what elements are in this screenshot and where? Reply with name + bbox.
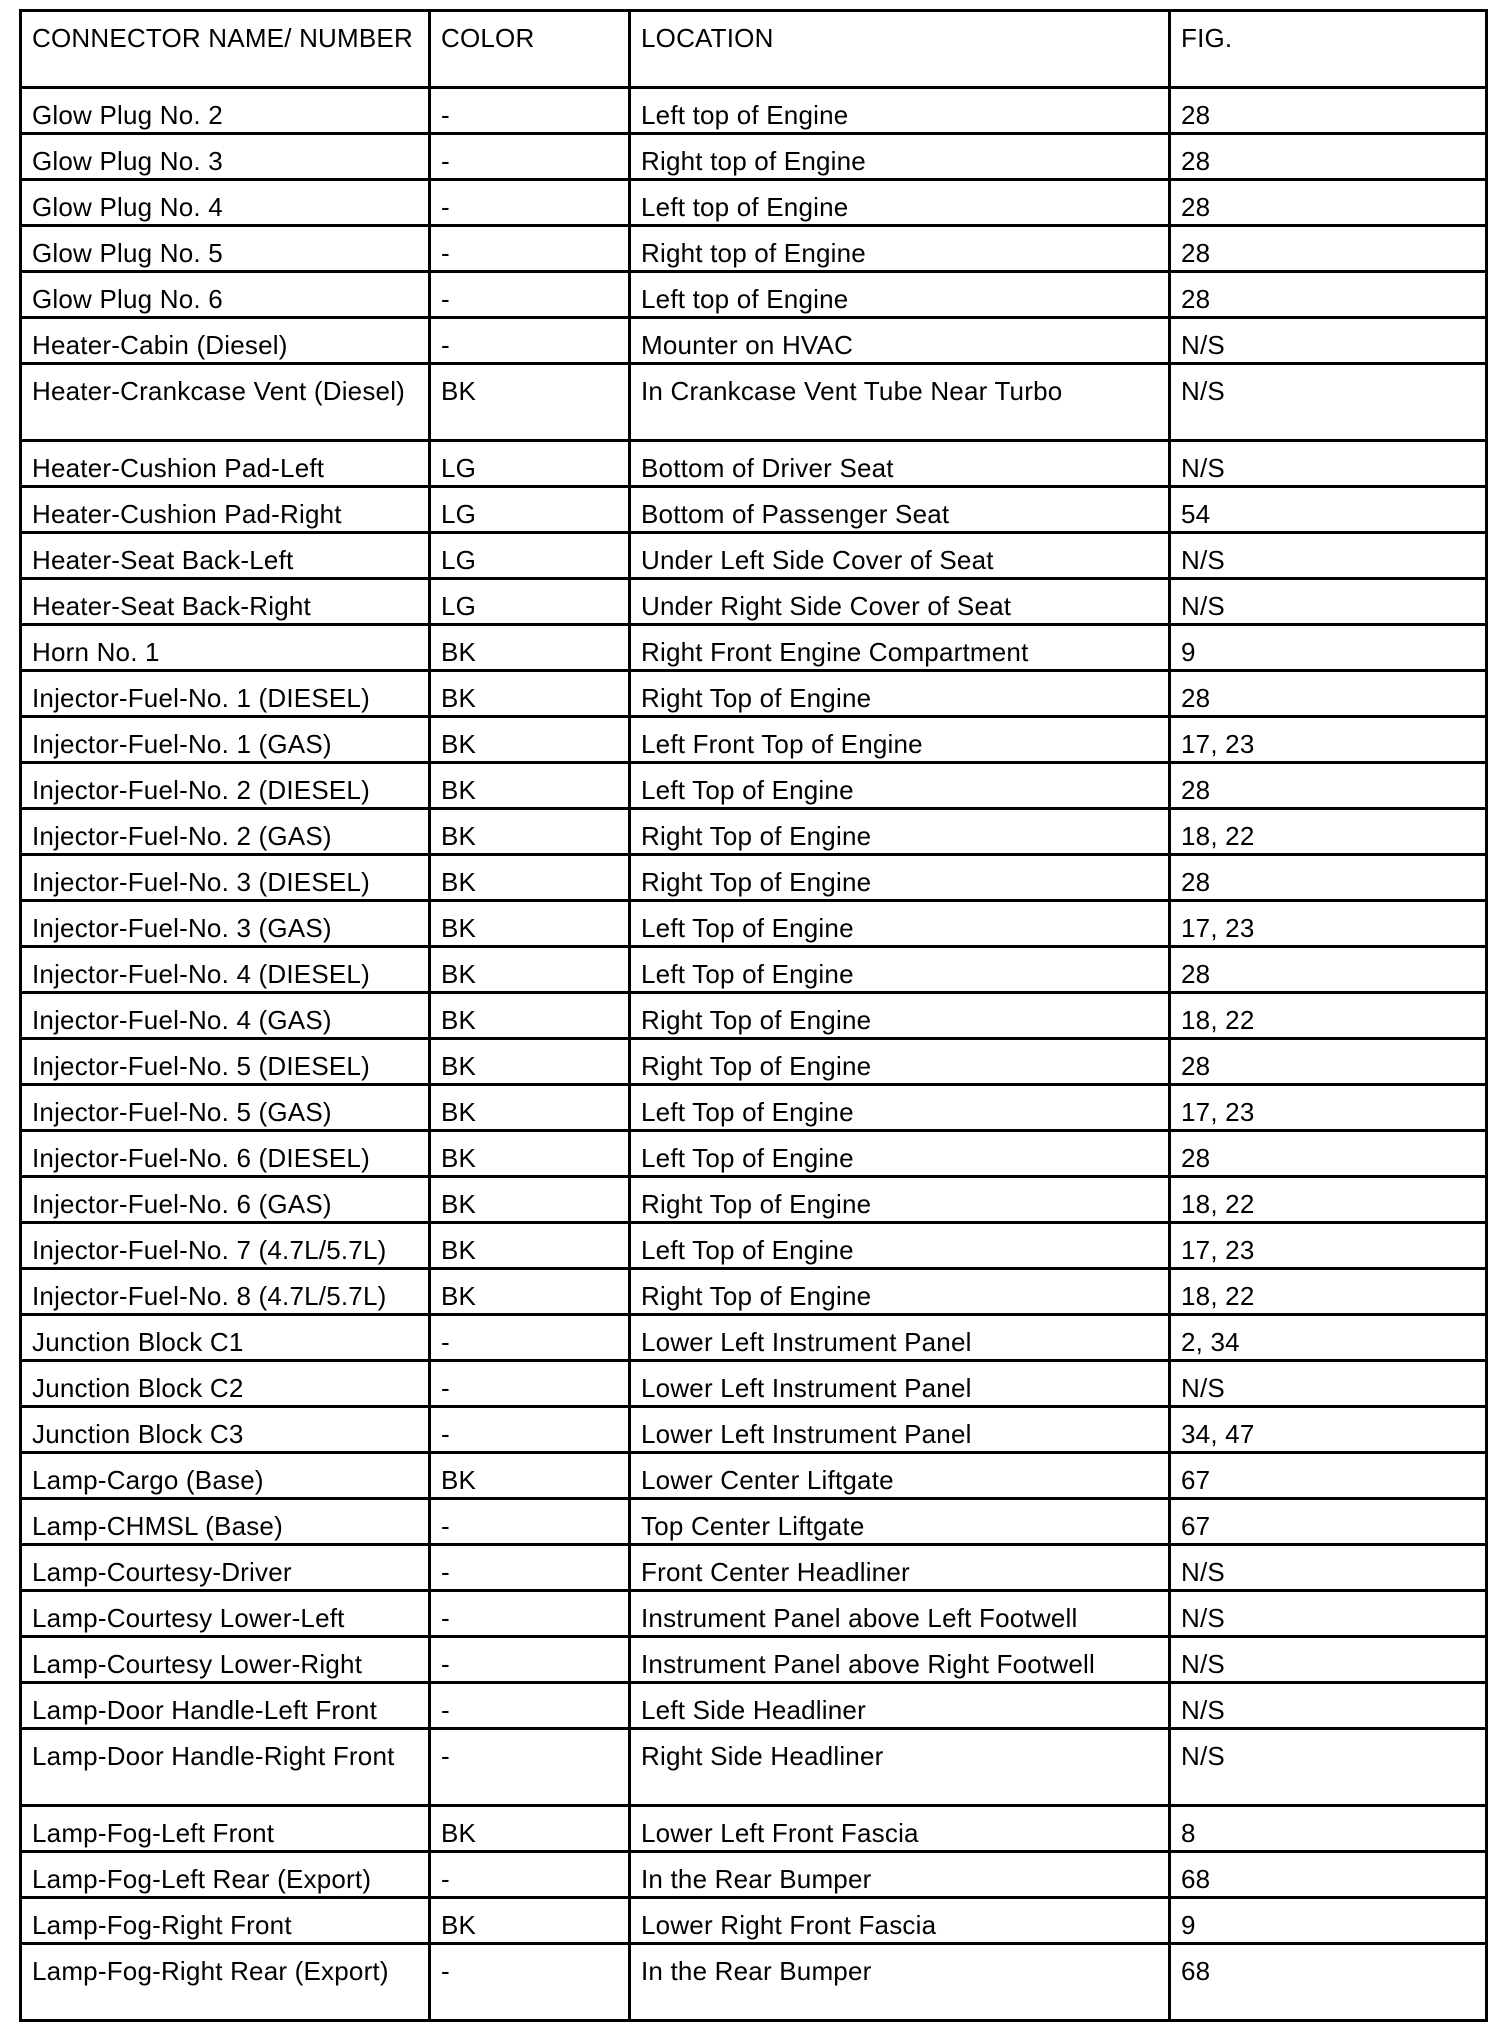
connector-name-cell: Glow Plug No. 6	[21, 272, 430, 318]
table-row	[21, 993, 1487, 1039]
location-cell: Top Center Liftgate	[630, 1499, 1170, 1545]
connector-name-cell: Injector-Fuel-No. 8 (4.7L/5.7L)	[21, 1269, 430, 1315]
location-cell: Bottom of Driver Seat	[630, 441, 1170, 487]
color-cell: BK	[430, 1223, 630, 1269]
color-cell: -	[430, 272, 630, 318]
location-cell: Right Front Engine Compartment	[630, 625, 1170, 671]
fig-cell: 17, 23	[1170, 717, 1487, 763]
color-cell: -	[430, 180, 630, 226]
location-cell: Right Side Headliner	[630, 1729, 1170, 1806]
location-cell: Lower Left Front Fascia	[630, 1806, 1170, 1852]
location-cell: Instrument Panel above Left Footwell	[630, 1591, 1170, 1637]
fig-cell: 17, 23	[1170, 901, 1487, 947]
table-row	[21, 809, 1487, 855]
fig-cell: 28	[1170, 1039, 1487, 1085]
fig-cell: 67	[1170, 1499, 1487, 1545]
color-cell: BK	[430, 1085, 630, 1131]
color-cell: BK	[430, 1177, 630, 1223]
table-row	[21, 272, 1487, 318]
color-cell: -	[430, 1637, 630, 1683]
location-cell: Right top of Engine	[630, 226, 1170, 272]
connector-name-cell: Glow Plug No. 4	[21, 180, 430, 226]
location-cell: In the Rear Bumper	[630, 1852, 1170, 1898]
location-cell: Right Top of Engine	[630, 1177, 1170, 1223]
header-color: COLOR	[430, 11, 630, 88]
fig-cell: N/S	[1170, 1637, 1487, 1683]
table-row	[21, 717, 1487, 763]
connector-name-cell: Injector-Fuel-No. 3 (DIESEL)	[21, 855, 430, 901]
table-row	[21, 1085, 1487, 1131]
fig-cell: 67	[1170, 1453, 1487, 1499]
fig-cell: 28	[1170, 134, 1487, 180]
connector-name-cell: Lamp-Fog-Right Rear (Export)	[21, 1944, 430, 2021]
table-row	[21, 1223, 1487, 1269]
fig-cell: 18, 22	[1170, 809, 1487, 855]
location-cell: Left top of Engine	[630, 180, 1170, 226]
table-row	[21, 487, 1487, 533]
color-cell: BK	[430, 1131, 630, 1177]
color-cell: -	[430, 1729, 630, 1806]
color-cell: -	[430, 1683, 630, 1729]
connector-name-cell: Junction Block C3	[21, 1407, 430, 1453]
fig-cell: N/S	[1170, 1683, 1487, 1729]
fig-cell: 9	[1170, 1898, 1487, 1944]
connector-name-cell: Glow Plug No. 2	[21, 88, 430, 134]
connector-name-cell: Injector-Fuel-No. 2 (GAS)	[21, 809, 430, 855]
table-row	[21, 1315, 1487, 1361]
connector-name-cell: Injector-Fuel-No. 4 (DIESEL)	[21, 947, 430, 993]
table-row	[21, 855, 1487, 901]
fig-cell: N/S	[1170, 1591, 1487, 1637]
connector-name-cell: Lamp-CHMSL (Base)	[21, 1499, 430, 1545]
table-row	[21, 1637, 1487, 1683]
location-cell: Mounter on HVAC	[630, 318, 1170, 364]
color-cell: BK	[430, 1039, 630, 1085]
location-cell: Left top of Engine	[630, 272, 1170, 318]
location-cell: In Crankcase Vent Tube Near Turbo	[630, 364, 1170, 441]
connector-name-cell: Lamp-Fog-Right Front	[21, 1898, 430, 1944]
table-row	[21, 1131, 1487, 1177]
location-cell: Right top of Engine	[630, 134, 1170, 180]
location-cell: Lower Left Instrument Panel	[630, 1315, 1170, 1361]
color-cell: BK	[430, 1269, 630, 1315]
location-cell: Right Top of Engine	[630, 993, 1170, 1039]
fig-cell: N/S	[1170, 533, 1487, 579]
color-cell: LG	[430, 533, 630, 579]
fig-cell: 28	[1170, 763, 1487, 809]
fig-cell: 28	[1170, 180, 1487, 226]
table-row	[21, 1039, 1487, 1085]
connector-name-cell: Glow Plug No. 5	[21, 226, 430, 272]
fig-cell: N/S	[1170, 318, 1487, 364]
color-cell: BK	[430, 947, 630, 993]
location-cell: Right Top of Engine	[630, 809, 1170, 855]
table-header-row	[21, 11, 1487, 88]
header-connector-name: CONNECTOR NAME/ NUMBER	[21, 11, 430, 88]
table-row	[21, 1898, 1487, 1944]
connector-name-cell: Heater-Crankcase Vent (Diesel)	[21, 364, 430, 441]
fig-cell: 2, 34	[1170, 1315, 1487, 1361]
connector-name-cell: Glow Plug No. 3	[21, 134, 430, 180]
connector-name-cell: Injector-Fuel-No. 5 (DIESEL)	[21, 1039, 430, 1085]
color-cell: BK	[430, 1453, 630, 1499]
table-row	[21, 1683, 1487, 1729]
color-cell: -	[430, 1852, 630, 1898]
fig-cell: 28	[1170, 671, 1487, 717]
table-row	[21, 134, 1487, 180]
fig-cell: N/S	[1170, 1361, 1487, 1407]
location-cell: Instrument Panel above Right Footwell	[630, 1637, 1170, 1683]
location-cell: Under Right Side Cover of Seat	[630, 579, 1170, 625]
header-fig: FIG.	[1170, 11, 1487, 88]
connector-name-cell: Heater-Cushion Pad-Left	[21, 441, 430, 487]
connector-name-cell: Injector-Fuel-No. 4 (GAS)	[21, 993, 430, 1039]
table-row	[21, 1361, 1487, 1407]
connector-name-cell: Horn No. 1	[21, 625, 430, 671]
table-row	[21, 671, 1487, 717]
location-cell: Front Center Headliner	[630, 1545, 1170, 1591]
color-cell: -	[430, 1361, 630, 1407]
table-row	[21, 1944, 1487, 2021]
location-cell: Right Top of Engine	[630, 671, 1170, 717]
location-cell: Right Top of Engine	[630, 855, 1170, 901]
fig-cell: 28	[1170, 88, 1487, 134]
fig-cell: 9	[1170, 625, 1487, 671]
color-cell: -	[430, 1545, 630, 1591]
color-cell: LG	[430, 487, 630, 533]
color-cell: BK	[430, 1806, 630, 1852]
color-cell: LG	[430, 579, 630, 625]
connector-name-cell: Lamp-Door Handle-Right Front	[21, 1729, 430, 1806]
color-cell: BK	[430, 901, 630, 947]
color-cell: BK	[430, 671, 630, 717]
table-row	[21, 1806, 1487, 1852]
connector-name-cell: Lamp-Courtesy Lower-Left	[21, 1591, 430, 1637]
fig-cell: 28	[1170, 272, 1487, 318]
table-row	[21, 364, 1487, 441]
fig-cell: 28	[1170, 855, 1487, 901]
connector-name-cell: Lamp-Fog-Left Front	[21, 1806, 430, 1852]
color-cell: -	[430, 1944, 630, 2021]
fig-cell: N/S	[1170, 364, 1487, 441]
table-body	[21, 88, 1487, 2021]
connector-name-cell: Injector-Fuel-No. 1 (GAS)	[21, 717, 430, 763]
location-cell: Left Top of Engine	[630, 901, 1170, 947]
fig-cell: 34, 47	[1170, 1407, 1487, 1453]
table-row	[21, 1545, 1487, 1591]
table-row	[21, 1269, 1487, 1315]
fig-cell: 18, 22	[1170, 1269, 1487, 1315]
connector-name-cell: Injector-Fuel-No. 1 (DIESEL)	[21, 671, 430, 717]
color-cell: BK	[430, 1898, 630, 1944]
color-cell: -	[430, 318, 630, 364]
location-cell: Lower Left Instrument Panel	[630, 1407, 1170, 1453]
table-row	[21, 901, 1487, 947]
connector-name-cell: Lamp-Fog-Left Rear (Export)	[21, 1852, 430, 1898]
fig-cell: 54	[1170, 487, 1487, 533]
fig-cell: 68	[1170, 1944, 1487, 2021]
table-row	[21, 1177, 1487, 1223]
connector-name-cell: Lamp-Courtesy Lower-Right	[21, 1637, 430, 1683]
fig-cell: N/S	[1170, 1545, 1487, 1591]
location-cell: Left Top of Engine	[630, 1223, 1170, 1269]
fig-cell: 18, 22	[1170, 1177, 1487, 1223]
connector-name-cell: Heater-Cushion Pad-Right	[21, 487, 430, 533]
table-row	[21, 226, 1487, 272]
color-cell: BK	[430, 625, 630, 671]
location-cell: Lower Left Instrument Panel	[630, 1361, 1170, 1407]
table-row	[21, 579, 1487, 625]
location-cell: Left Top of Engine	[630, 1131, 1170, 1177]
color-cell: BK	[430, 809, 630, 855]
location-cell: Bottom of Passenger Seat	[630, 487, 1170, 533]
connector-name-cell: Heater-Seat Back-Left	[21, 533, 430, 579]
connector-table	[19, 9, 1488, 2022]
location-cell: Right Top of Engine	[630, 1039, 1170, 1085]
table-row	[21, 318, 1487, 364]
fig-cell: 28	[1170, 1131, 1487, 1177]
color-cell: -	[430, 1315, 630, 1361]
table-row	[21, 1499, 1487, 1545]
connector-name-cell: Junction Block C1	[21, 1315, 430, 1361]
table-row	[21, 1591, 1487, 1637]
color-cell: BK	[430, 717, 630, 763]
connector-name-cell: Injector-Fuel-No. 7 (4.7L/5.7L)	[21, 1223, 430, 1269]
location-cell: Right Top of Engine	[630, 1269, 1170, 1315]
location-cell: Left Top of Engine	[630, 947, 1170, 993]
table-row	[21, 1729, 1487, 1806]
location-cell: Lower Center Liftgate	[630, 1453, 1170, 1499]
location-cell: Lower Right Front Fascia	[630, 1898, 1170, 1944]
table-row	[21, 947, 1487, 993]
connector-name-cell: Lamp-Courtesy-Driver	[21, 1545, 430, 1591]
fig-cell: N/S	[1170, 1729, 1487, 1806]
location-cell: Left Front Top of Engine	[630, 717, 1170, 763]
header-location: LOCATION	[630, 11, 1170, 88]
location-cell: Left Side Headliner	[630, 1683, 1170, 1729]
table-row	[21, 180, 1487, 226]
color-cell: -	[430, 88, 630, 134]
location-cell: Under Left Side Cover of Seat	[630, 533, 1170, 579]
connector-name-cell: Injector-Fuel-No. 2 (DIESEL)	[21, 763, 430, 809]
table-row	[21, 1453, 1487, 1499]
table-row	[21, 1852, 1487, 1898]
fig-cell: 28	[1170, 947, 1487, 993]
color-cell: BK	[430, 364, 630, 441]
connector-name-cell: Junction Block C2	[21, 1361, 430, 1407]
location-cell: Left Top of Engine	[630, 1085, 1170, 1131]
table-row	[21, 533, 1487, 579]
color-cell: -	[430, 1407, 630, 1453]
location-cell: Left top of Engine	[630, 88, 1170, 134]
color-cell: -	[430, 134, 630, 180]
fig-cell: 18, 22	[1170, 993, 1487, 1039]
connector-name-cell: Heater-Cabin (Diesel)	[21, 318, 430, 364]
connector-name-cell: Injector-Fuel-No. 6 (DIESEL)	[21, 1131, 430, 1177]
connector-name-cell: Injector-Fuel-No. 3 (GAS)	[21, 901, 430, 947]
connector-name-cell: Lamp-Door Handle-Left Front	[21, 1683, 430, 1729]
connector-name-cell: Injector-Fuel-No. 6 (GAS)	[21, 1177, 430, 1223]
color-cell: BK	[430, 993, 630, 1039]
color-cell: -	[430, 1591, 630, 1637]
table-row	[21, 441, 1487, 487]
fig-cell: 28	[1170, 226, 1487, 272]
fig-cell: 68	[1170, 1852, 1487, 1898]
color-cell: LG	[430, 441, 630, 487]
table-row	[21, 625, 1487, 671]
fig-cell: N/S	[1170, 579, 1487, 625]
connector-name-cell: Lamp-Cargo (Base)	[21, 1453, 430, 1499]
table-row	[21, 1407, 1487, 1453]
color-cell: BK	[430, 855, 630, 901]
color-cell: -	[430, 1499, 630, 1545]
connector-name-cell: Injector-Fuel-No. 5 (GAS)	[21, 1085, 430, 1131]
location-cell: In the Rear Bumper	[630, 1944, 1170, 2021]
fig-cell: 8	[1170, 1806, 1487, 1852]
table-row	[21, 88, 1487, 134]
color-cell: BK	[430, 763, 630, 809]
connector-name-cell: Heater-Seat Back-Right	[21, 579, 430, 625]
table-row	[21, 763, 1487, 809]
color-cell: -	[430, 226, 630, 272]
location-cell: Left Top of Engine	[630, 763, 1170, 809]
fig-cell: N/S	[1170, 441, 1487, 487]
fig-cell: 17, 23	[1170, 1085, 1487, 1131]
fig-cell: 17, 23	[1170, 1223, 1487, 1269]
